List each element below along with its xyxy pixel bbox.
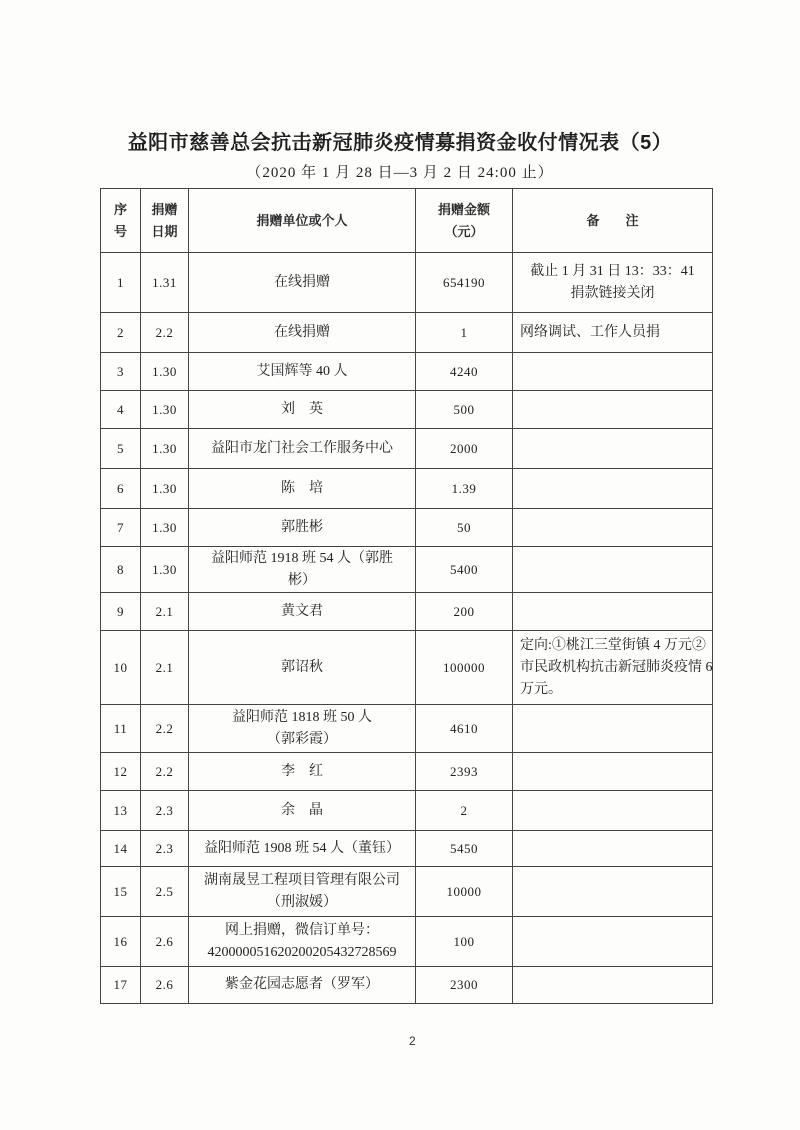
donor-cell xyxy=(189,967,416,1004)
amount-cell xyxy=(416,593,513,631)
donation-amount: 1 xyxy=(460,324,468,340)
donation-date: 1.30 xyxy=(152,519,177,535)
donation-amount: 50 xyxy=(457,519,471,535)
row-number: 10 xyxy=(113,659,128,675)
donor-name: 益阳师范 1818 班 50 人 xyxy=(232,709,372,725)
donor-name: （刑淑媛） xyxy=(267,894,337,910)
row-number: 13 xyxy=(113,802,128,818)
note-cell xyxy=(513,253,713,313)
note-cell xyxy=(513,791,713,831)
date-cell xyxy=(141,705,189,753)
note-cell xyxy=(513,867,713,917)
note-cell xyxy=(513,429,713,469)
row-number-cell xyxy=(101,917,141,967)
row-number-cell xyxy=(101,593,141,631)
donor-name: 艾国辉等 40 人 xyxy=(256,363,348,379)
amount-cell xyxy=(416,391,513,429)
note-line: 截止 1 月 31 日 13：33：41 xyxy=(530,263,695,279)
amount-cell xyxy=(416,469,513,509)
donation-amount: 100000 xyxy=(443,659,485,675)
donation-table xyxy=(100,188,713,1004)
row-number-cell xyxy=(101,353,141,391)
donation-amount: 2393 xyxy=(450,763,478,779)
row-number: 16 xyxy=(113,933,128,949)
note-cell xyxy=(513,705,713,753)
note-cell xyxy=(513,509,713,547)
amount-cell xyxy=(416,631,513,705)
donor-cell xyxy=(189,705,416,753)
row-number-cell xyxy=(101,831,141,867)
note-cell xyxy=(513,353,713,391)
date-cell xyxy=(141,593,189,631)
row-number: 12 xyxy=(113,763,128,779)
donation-date: 2.1 xyxy=(155,603,174,619)
amount-cell xyxy=(416,547,513,593)
table-row xyxy=(101,753,713,791)
table-header-row xyxy=(101,189,713,253)
donation-amount: 1.39 xyxy=(451,480,477,496)
row-number: 2 xyxy=(117,324,124,340)
donor-cell xyxy=(189,791,416,831)
table-row xyxy=(101,353,713,391)
donor-cell xyxy=(189,391,416,429)
row-number: 15 xyxy=(113,883,128,899)
amount-cell xyxy=(416,705,513,753)
date-cell xyxy=(141,831,189,867)
header-amount: 捐赠金额 （元） xyxy=(416,189,513,253)
donation-date: 2.3 xyxy=(155,802,174,818)
donation-date: 2.3 xyxy=(155,840,174,856)
amount-cell xyxy=(416,753,513,791)
row-number-cell xyxy=(101,469,141,509)
row-number-cell xyxy=(101,753,141,791)
donor-name: 李 红 xyxy=(281,763,323,779)
donation-amount: 2 xyxy=(460,802,468,818)
note-line: 捐款链接关闭 xyxy=(570,285,655,301)
table-row xyxy=(101,429,713,469)
row-number: 3 xyxy=(117,363,124,379)
row-number-cell xyxy=(101,313,141,353)
donation-date: 2.1 xyxy=(155,659,174,675)
table-row xyxy=(101,253,713,313)
row-number: 8 xyxy=(117,561,124,577)
row-number: 14 xyxy=(113,840,128,856)
donation-date: 2.6 xyxy=(155,933,174,949)
donor-name: 刘 英 xyxy=(281,401,323,417)
donor-cell xyxy=(189,753,416,791)
table-row xyxy=(101,791,713,831)
donor-cell xyxy=(189,867,416,917)
date-cell xyxy=(141,391,189,429)
donation-date: 1.30 xyxy=(152,561,177,577)
date-cell xyxy=(141,967,189,1004)
table-row xyxy=(101,313,713,353)
date-cell xyxy=(141,791,189,831)
donor-name: 420000051620200205432728569 xyxy=(207,944,397,960)
date-cell xyxy=(141,631,189,705)
row-number-cell xyxy=(101,705,141,753)
donor-cell xyxy=(189,469,416,509)
donation-amount: 5400 xyxy=(450,561,478,577)
row-number: 1 xyxy=(117,274,124,290)
row-number-cell xyxy=(101,867,141,917)
table-row xyxy=(101,509,713,547)
date-cell xyxy=(141,509,189,547)
donation-amount: 200 xyxy=(453,603,475,619)
donor-name: 黄文君 xyxy=(281,603,323,619)
donor-cell xyxy=(189,353,416,391)
row-number-cell xyxy=(101,253,141,313)
donor-name: （郭彩霞） xyxy=(267,731,337,747)
date-cell xyxy=(141,429,189,469)
row-number: 7 xyxy=(117,519,124,535)
note-cell xyxy=(513,469,713,509)
donor-name: 湖南晟昱工程项目管理有限公司 xyxy=(204,872,400,888)
donor-name: 益阳市龙门社会工作服务中心 xyxy=(211,440,393,456)
date-cell xyxy=(141,313,189,353)
note-cell xyxy=(513,967,713,1004)
table-row xyxy=(101,831,713,867)
donation-amount: 4240 xyxy=(450,363,478,379)
donor-name: 陈 培 xyxy=(281,480,323,496)
table-row xyxy=(101,391,713,429)
note-cell xyxy=(513,631,713,705)
date-cell xyxy=(141,469,189,509)
row-number: 9 xyxy=(117,603,124,619)
donation-date: 1.30 xyxy=(152,440,177,456)
note-cell xyxy=(513,391,713,429)
donation-amount: 100 xyxy=(453,933,475,949)
donation-amount: 500 xyxy=(453,401,475,417)
row-number-cell xyxy=(101,791,141,831)
donor-name: 郭胜彬 xyxy=(281,519,323,535)
amount-cell xyxy=(416,353,513,391)
row-number-cell xyxy=(101,509,141,547)
donation-date: 1.30 xyxy=(152,363,177,379)
donation-amount: 5450 xyxy=(450,840,478,856)
document-title: 益阳市慈善总会抗击新冠肺炎疫情募捐资金收付情况表（5） xyxy=(127,132,673,154)
donor-cell xyxy=(189,631,416,705)
donor-name: 彬） xyxy=(288,572,316,588)
amount-cell xyxy=(416,429,513,469)
page-number: 2 xyxy=(409,1034,416,1048)
note-cell xyxy=(513,313,713,353)
date-cell xyxy=(141,353,189,391)
donor-name: 余 晶 xyxy=(281,802,323,818)
amount-cell xyxy=(416,509,513,547)
donor-name: 在线捐赠 xyxy=(274,324,330,340)
document-subtitle: （2020 年 1 月 28 日—3 月 2 日 24:00 止） xyxy=(246,165,554,181)
table-row xyxy=(101,547,713,593)
row-number-cell xyxy=(101,967,141,1004)
table-row xyxy=(101,631,713,705)
note-cell xyxy=(513,917,713,967)
donation-date: 1.30 xyxy=(152,401,177,417)
donation-date: 1.30 xyxy=(152,480,177,496)
row-number: 11 xyxy=(113,720,128,736)
row-number: 5 xyxy=(117,440,124,456)
header-number: 序 号 xyxy=(101,189,141,253)
donor-cell xyxy=(189,547,416,593)
date-cell xyxy=(141,917,189,967)
note-cell xyxy=(513,547,713,593)
amount-cell xyxy=(416,791,513,831)
amount-cell xyxy=(416,967,513,1004)
donor-cell xyxy=(189,593,416,631)
donor-cell xyxy=(189,509,416,547)
date-cell xyxy=(141,547,189,593)
row-number-cell xyxy=(101,631,141,705)
donation-date: 2.2 xyxy=(155,720,174,736)
date-cell xyxy=(141,867,189,917)
donor-cell xyxy=(189,253,416,313)
donor-cell xyxy=(189,831,416,867)
donation-amount: 2300 xyxy=(450,977,478,992)
donation-date: 2.2 xyxy=(155,324,174,340)
donation-date: 2.2 xyxy=(155,763,174,779)
table-row xyxy=(101,867,713,917)
amount-cell xyxy=(416,867,513,917)
note-line: 市民政机构抗击新冠肺炎疫情 6 xyxy=(520,659,713,675)
donor-name: 益阳师范 1918 班 54 人（郭胜 xyxy=(211,550,393,566)
donation-date: 1.31 xyxy=(152,274,177,290)
note-line: 网络调试、工作人员捐 xyxy=(520,324,660,340)
donor-cell xyxy=(189,429,416,469)
donation-amount: 4610 xyxy=(450,720,478,736)
header-date: 捐赠 日期 xyxy=(141,189,189,253)
note-line: 定向:①桃江三堂街镇 4 万元② xyxy=(520,637,706,653)
donation-amount: 10000 xyxy=(446,883,482,899)
header-donor: 捐赠单位或个人 xyxy=(189,189,416,253)
donor-name: 在线捐赠 xyxy=(274,274,330,290)
table-row xyxy=(101,967,713,1004)
donation-date: 2.6 xyxy=(155,977,174,992)
date-cell xyxy=(141,253,189,313)
note-line: 万元。 xyxy=(520,681,562,697)
amount-cell xyxy=(416,917,513,967)
row-number-cell xyxy=(101,391,141,429)
note-cell xyxy=(513,753,713,791)
table-row xyxy=(101,705,713,753)
date-cell xyxy=(141,753,189,791)
table-row xyxy=(101,593,713,631)
donation-date: 2.5 xyxy=(155,883,174,899)
table-row xyxy=(101,469,713,509)
amount-cell xyxy=(416,253,513,313)
note-cell xyxy=(513,593,713,631)
header-note: 备 注 xyxy=(513,189,713,253)
amount-cell xyxy=(416,831,513,867)
row-number-cell xyxy=(101,429,141,469)
donor-name: 网上捐赠，微信订单号： xyxy=(225,922,379,938)
note-cell xyxy=(513,831,713,867)
donation-amount: 654190 xyxy=(443,274,485,290)
amount-cell xyxy=(416,313,513,353)
donor-name: 紫金花园志愿者（罗军） xyxy=(225,977,379,992)
row-number: 17 xyxy=(113,977,128,992)
table-row xyxy=(101,917,713,967)
donor-cell xyxy=(189,313,416,353)
row-number: 4 xyxy=(117,401,124,417)
donation-amount: 2000 xyxy=(450,440,478,456)
donor-name: 郭诏秋 xyxy=(281,659,323,675)
donor-name: 益阳师范 1908 班 54 人（董钰） xyxy=(204,840,400,856)
donor-cell xyxy=(189,917,416,967)
row-number: 6 xyxy=(117,480,124,496)
row-number-cell xyxy=(101,547,141,593)
